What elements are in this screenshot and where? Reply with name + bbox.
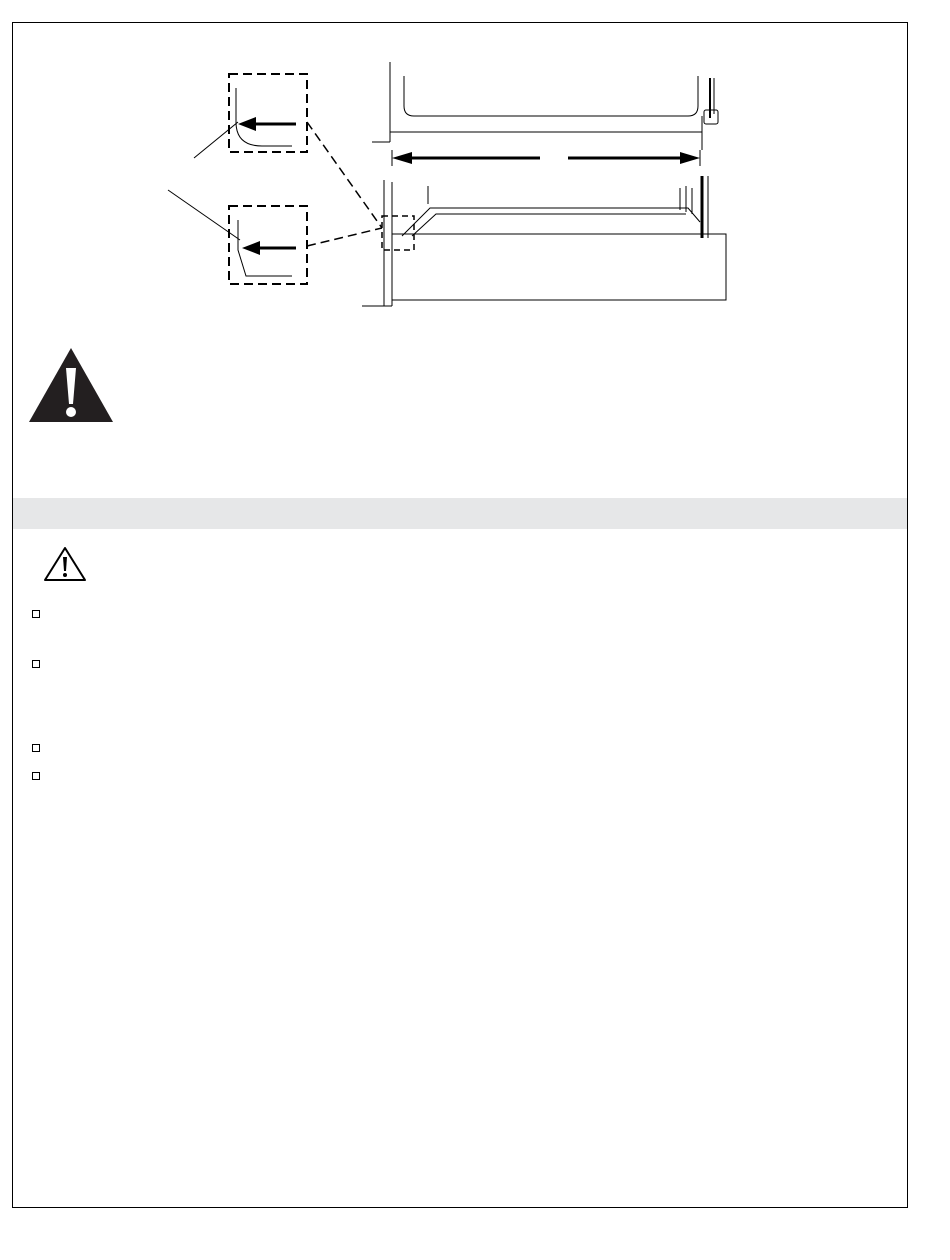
section-header-band — [13, 498, 907, 529]
detail-box-upper — [229, 74, 307, 152]
checklist-checkbox-1[interactable] — [32, 610, 40, 618]
installation-diagram — [160, 56, 740, 316]
upper-panel-outline — [390, 62, 702, 132]
detail-box-lower — [229, 206, 307, 284]
detail-arrow-lower — [242, 241, 296, 255]
dimension-arrow — [392, 152, 700, 164]
upper-panel-inner — [404, 76, 698, 116]
warning-exclamation-icon — [27, 346, 115, 424]
checklist-checkbox-4[interactable] — [32, 772, 40, 780]
checklist-checkbox-2[interactable] — [32, 660, 40, 668]
caution-exclamation-icon — [43, 546, 87, 582]
threshold-outline — [392, 234, 726, 300]
detail-arrow-upper — [238, 117, 296, 131]
detail-upper-profile — [236, 88, 292, 146]
checklist-checkbox-3[interactable] — [32, 744, 40, 752]
connector-upper — [307, 122, 382, 228]
detail-target-box — [382, 216, 414, 250]
connector-lower — [307, 228, 382, 246]
threshold-top — [402, 208, 700, 236]
